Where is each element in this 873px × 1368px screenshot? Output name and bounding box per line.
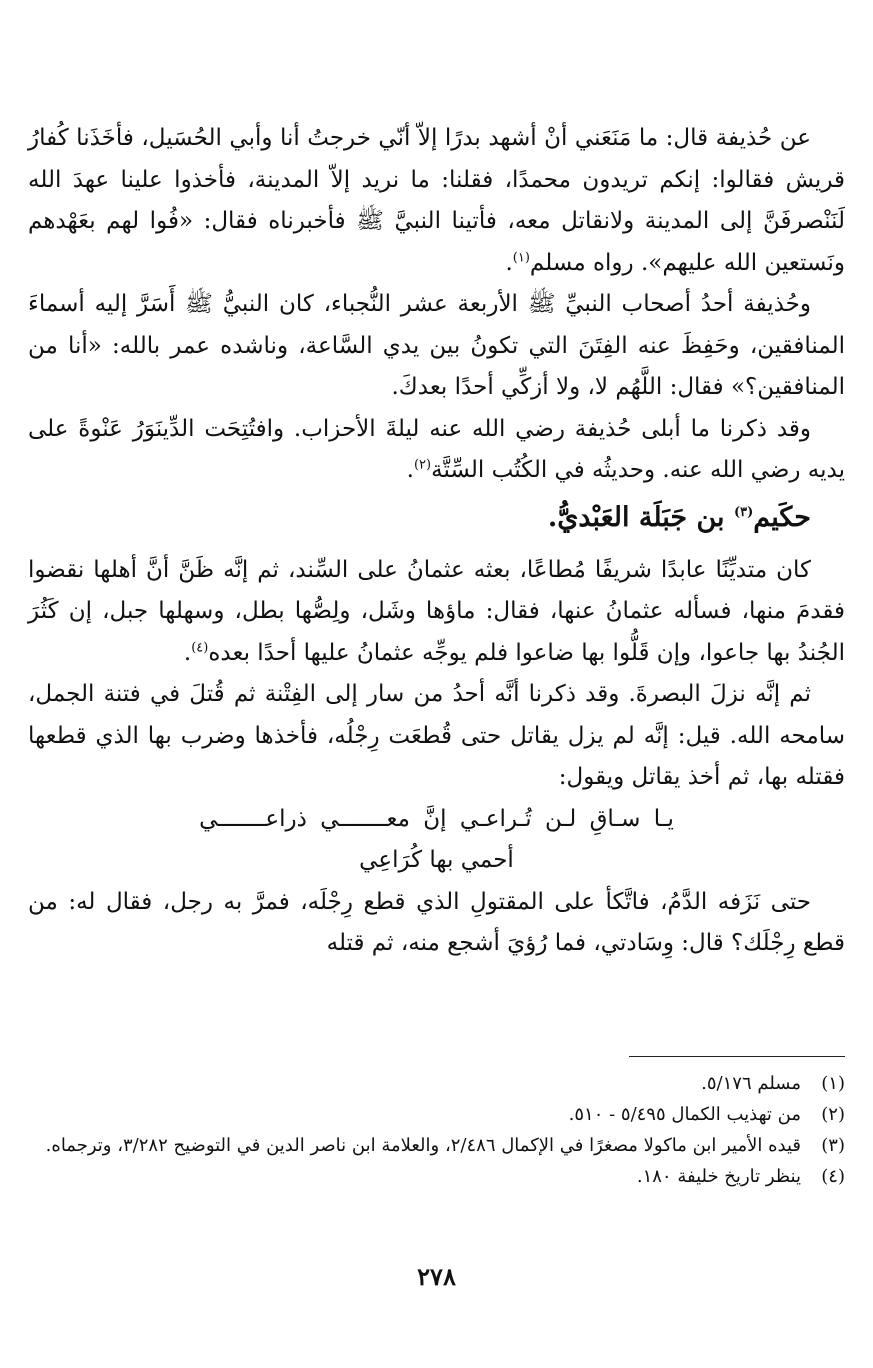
footnote-text: قيده الأمير ابن ماكولا مصغرًا في الإكمال ٢/٤٨٦، والعلامة ابن ناصر الدين في التوضيح ٣/٢٨٢، وترجماه. bbox=[45, 1135, 801, 1156]
footnote-number: (٢) bbox=[821, 1104, 845, 1125]
verse-line-1: يـا سـاقِ لـن تُـراعـي إنَّ معـــــــي ذراعـــــــي bbox=[199, 805, 674, 832]
main-text bbox=[28, 118, 845, 965]
paragraph-text: حتى نَزَفه الدَّمُ، فاتَّكأ على المقتولِ الذي قطع رِجْلَه، فمرَّ به رجل، فقال له: من قطع رِجْلَك؟ قال: وِسَادتي، فما رُؤيَ أشجع منه، ثم قتله bbox=[28, 888, 845, 956]
paragraph-text: وقد ذكرنا ما أبلى حُذيفة رضي الله عنه ليلةَ الأحزاب. وافتُتِحَت الدِّينَوَرُ عَنْوةً على يديه رضي الله عنه. وحديثُه في الكُتُب السِّتَّة bbox=[28, 415, 845, 483]
verse-line-2: أحمي بها كُرَاعِي bbox=[359, 847, 514, 873]
footnote-ref-4[interactable]: (٤) bbox=[191, 639, 209, 655]
footnote-divider bbox=[629, 1056, 845, 1057]
footnote-number: (٤) bbox=[821, 1166, 845, 1187]
paragraph-text: كان متديِّنًا عابدًا شريفًا مُطاعًا، بعثه عثمانُ على السِّند، ثم إنَّه ظَنَّ أنَّ أهلها نقضوا فقدمَ منها، فسأله عثمانُ عنها، فقال: ماؤها وشَل، ولِصُّها بطل، وسهلها جبل، إن كَثُرَ الجُندُ بها جاعوا، وإن قَلُّوا بها ضاعوا فلم يوجِّه عثمانُ عليها أحدًا بعده bbox=[28, 556, 845, 666]
footnote-item bbox=[28, 1099, 845, 1130]
paragraph-hudhayfa-oath bbox=[28, 118, 845, 284]
footnote-text: ينظر تاريخ خليفة ١٨٠. bbox=[636, 1166, 801, 1187]
footnote-item bbox=[28, 1130, 845, 1161]
paragraph-hakim-sind bbox=[28, 550, 845, 675]
page-number: ٢٧٨ bbox=[417, 1262, 456, 1291]
paragraph-hakim-basra bbox=[28, 674, 845, 799]
paragraph-text: ثم إنَّه نزلَ البصرةَ. وقد ذكرنا أنَّه أحدُ من سار إلى الفِتْنة ثم قُتلَ في فتنة الجمل، سامحه الله. قيل: إنَّه لم يزل يقاتل حتى قُطعَت رِجْلُه، فأخذها وضرب بها الذي قطعها فقتله بها، ثم أخذ يقاتل ويقول: bbox=[28, 681, 845, 790]
paragraph-hakim-death bbox=[28, 882, 845, 965]
paragraph-text: عن حُذيفة قال: ما مَنَعَني أنْ أشهد بدرًا إلاّ أنّي خرجتُ أنا وأبي الحُسَيل، فأخَذَنا كُفارُ قريش فقالوا: إنكم تريدون محمدًا، فقلنا: ما نريد إلاّ المدينة، فأخذوا علينا عهدَ الله لَنَنْصرفَنَّ إلى المدينة ولانقاتل معه، فأتينا النبيَّ ﷺ فأخبرناه فقال: «فُوا لهم بعَهْدهم ونَستعين الله عليهم». رواه مسلم bbox=[28, 125, 845, 276]
footnote-ref-3[interactable]: (٣) bbox=[733, 504, 754, 520]
section-heading bbox=[28, 496, 845, 540]
paragraph-hudhayfa-secret bbox=[28, 284, 845, 409]
paragraph-end: . bbox=[406, 457, 414, 483]
footnote-text: مسلم ٥/١٧٦. bbox=[701, 1073, 801, 1094]
paragraph-end: . bbox=[183, 639, 192, 666]
heading-lineage: بن جَبَلَة العَبْديُّ. bbox=[547, 501, 734, 533]
footnote-ref-1[interactable]: (١) bbox=[512, 249, 530, 265]
paragraph-hudhayfa-ahzab bbox=[28, 409, 845, 492]
paragraph-text: وحُذيفة أحدُ أصحاب النبيِّ ﷺ الأربعة عشر النُّجباء، كان النبيُّ ﷺ أَسَرَّ إليه أسماءَ المنافقين، وحَفِظَ عنه الفِتَنَ التي تكونُ بين يدي السَّاعة، وناشده عمر بالله: «أنا من المنافقين؟» فقال: اللَّهُم لا، ولا أزكِّي أحدًا بعدكَ. bbox=[28, 291, 845, 400]
footnote-number: (٣) bbox=[821, 1135, 845, 1156]
paragraph-end: . bbox=[505, 249, 513, 276]
footnote-item bbox=[28, 1161, 845, 1192]
footnotes bbox=[28, 1068, 845, 1192]
footnote-text: من تهذيب الكمال ٥/٤٩٥ - ٥١٠. bbox=[568, 1104, 801, 1125]
heading-name: حكَيم bbox=[753, 501, 811, 533]
footnote-item bbox=[28, 1068, 845, 1099]
footnote-number: (١) bbox=[821, 1073, 845, 1094]
footnote-ref-2[interactable]: (٢) bbox=[413, 457, 432, 473]
